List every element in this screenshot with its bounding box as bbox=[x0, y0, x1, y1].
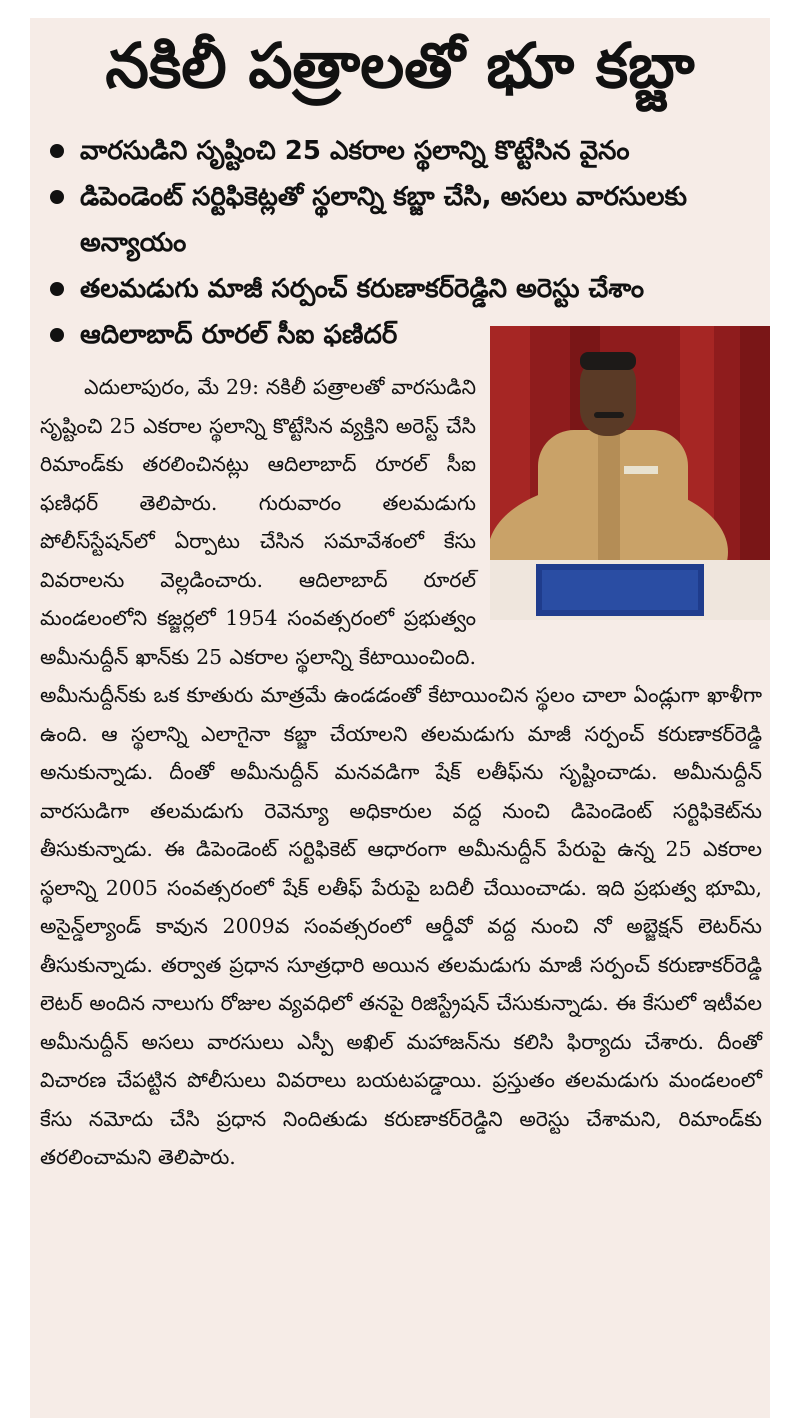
article-body bbox=[40, 368, 762, 1177]
bullet-dot-icon bbox=[50, 328, 64, 342]
bullet-text: వారసుడిని సృష్టించి 25 ఎకరాల స్థలాన్ని కొట్టేసిన వైనం bbox=[80, 136, 630, 166]
photo-wrap-spacer bbox=[476, 368, 762, 654]
headline: నకిలీ పత్రాలతో భూ కబ్జా bbox=[105, 29, 695, 102]
bullet-item bbox=[46, 174, 746, 266]
newspaper-clipping bbox=[30, 18, 770, 1418]
bullet-dot-icon bbox=[50, 144, 64, 158]
bullet-item bbox=[46, 128, 746, 174]
article-paragraph: ఎదులాపురం, మే 29: నకిలీ పత్రాలతో వారసుడిని సృష్టించి 25 ఎకరాల స్థలాన్ని కొట్టేసిన వ్యక్తిని అరెస్ట్ చేసి రిమాండ్‌కు తరలించినట్లు ఆదిలాబాద్ రూరల్ సీఐ ఫణిధర్ తెలిపారు. గురువారం తలమడుగు పోలీస్‌స్టేషన్‌లో ఏర్పాటు చేసిన సమావేశంలో కేసు వివరాలను వెల్లడించారు. ఆదిలాబాద్ రూరల్ మండలంలోని కజ్జర్లలో 1954 సంవత్సరంలో ప్రభుత్వం అమీనుద్దీన్ ఖాన్‌కు 25 ఎకరాల స్థలాన్ని కేటాయించింది. అమీనుద్దీన్‌కు ఒక కూతురు మాత్రమే ఉండడంతో కేటాయించిన స్థలం చాలా ఏండ్లుగా ఖాళీగా ఉంది. ఆ స్థలాన్ని ఎలాగైనా కబ్జా చేయాలని తలమడుగు మాజీ సర్పంచ్ కరుణాకర్‌రెడ్డి అనుకున్నాడు. దీంతో అమీనుద్దీన్ మనవడిగా షేక్ లతీఫ్‌ను సృష్టించాడు. అమీనుద్దీన్ వారసుడిగా తలమడుగు రెవెన్యూ అధికారుల వద్ద నుంచి డిపెండెంట్ సర్టిఫికెట్‌ను తీసుకున్నాడు. ఈ డిపెండెంట్ సర్టిఫికెట్ ఆధారంగా అమీనుద్దీన్ పేరుపై ఉన్న 25 ఎకరాల స్థలాన్ని 2005 సంవత్సరంలో షేక్ లతీఫ్ పేరుపై బదిలీ చేయించాడు. ఇది ప్రభుత్వ భూమి, అసైన్డ్‌ల్యాండ్ కావున 2009వ సంవత్సరంలో ఆర్డీవో వద్ద నుంచి నో అబ్జెక్షన్ లెటర్‌ను తీసుకున్నాడు. తర్వాత ప్రధాన సూత్రధారి అయిన తలమడుగు మాజీ సర్పంచ్ కరుణాకర్‌రెడ్డి లెటర్ అందిన నాలుగు రోజుల వ్యవధిలో తనపై రిజిస్ట్రేషన్ చేసుకున్నాడు. ఈ కేసులో ఇటీవల అమీనుద్దీన్ అసలు వారసులు ఎస్పీ అఖిల్ మహాజన్‌ను కలిసి ఫిర్యాదు చేశారు. దీంతో విచారణ చేపట్టిన పోలీసులు వివరాలు బయటపడ్డాయి. ప్రస్తుతం తలమడుగు మండలంలో కేసు నమోదు చేసి ప్రధాన నిందితుడు కరుణాకర్‌రెడ్డిని అరెస్టు చేశామని, రిమాండ్‌కు తరలించామని తెలిపారు. bbox=[40, 375, 762, 1169]
summary-bullets bbox=[46, 128, 746, 358]
bullet-item bbox=[46, 266, 746, 312]
bullet-text: డిపెండెంట్ సర్టిఫికెట్లతో స్థలాన్ని కబ్జా చేసి, అసలు వారసులకు అన్యాయం bbox=[80, 182, 688, 258]
bullet-text: తలమడుగు మాజీ సర్పంచ్ కరుణాకర్‌రెడ్డిని అరెస్టు చేశాం bbox=[80, 274, 645, 304]
bullet-dot-icon bbox=[50, 282, 64, 296]
bullet-text: ఆదిలాబాద్ రూరల్ సీఐ ఫణిదర్ bbox=[80, 320, 398, 350]
bullet-dot-icon bbox=[50, 190, 64, 204]
